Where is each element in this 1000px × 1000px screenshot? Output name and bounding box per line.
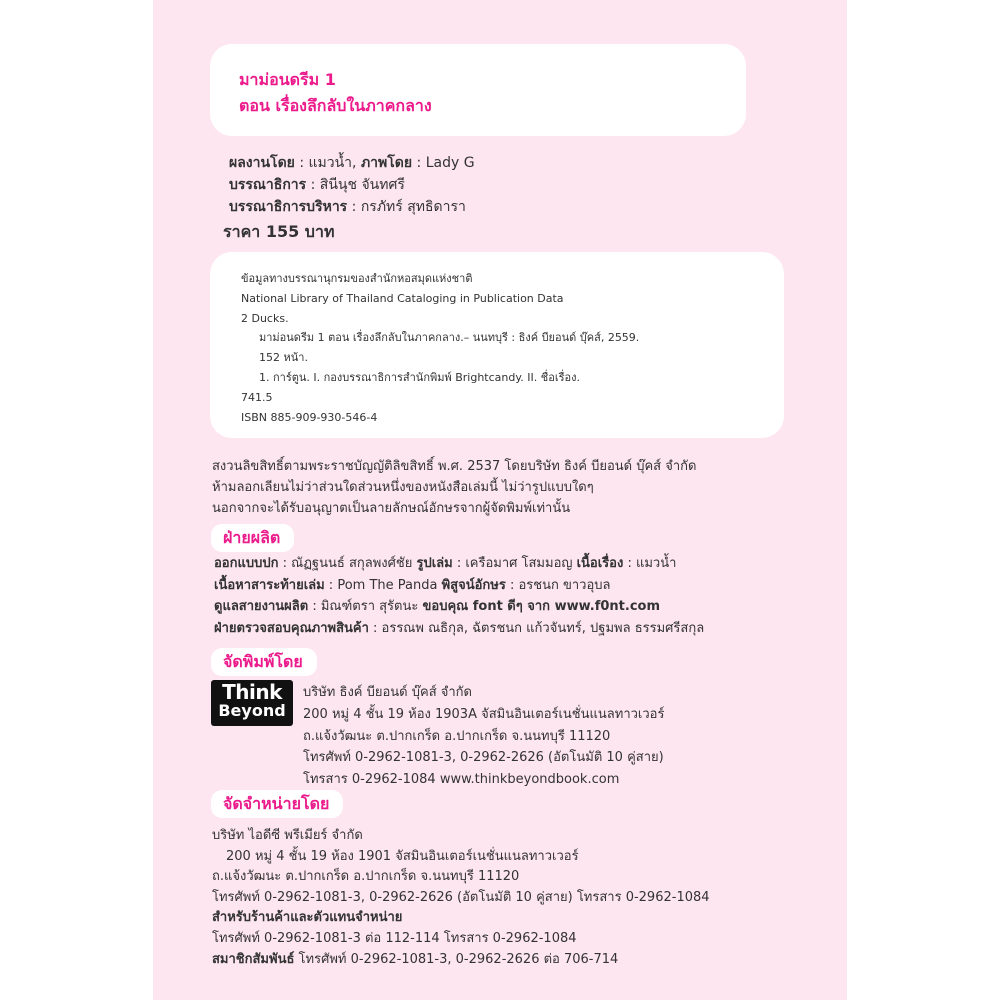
cip-card xyxy=(210,252,784,438)
credit-editor: : สินีนุช จันทศรี xyxy=(306,177,405,193)
copyright-line: สงวนลิขสิทธิ์ตามพระราชบัญญัติลิขสิทธิ์ พ.ศ. 2537 โดยบริษัท ธิงค์ บียอนด์ บุ๊คส์ จำกัด xyxy=(212,459,697,474)
appendix-label: เนื้อหาสาระท้ายเล่ม xyxy=(214,577,325,593)
distributor-address: 200 หมู่ 4 ชั้น 19 ห้อง 1901 จัสมินอินเตอร์เนชั่นแนลทาวเวอร์ xyxy=(226,848,579,864)
cip-data xyxy=(241,269,639,427)
copyright-line: นอกจากจะได้รับอนุญาตเป็นลายลักษณ์อักษรจากผู้จัดพิมพ์เท่านั้น xyxy=(212,501,571,516)
credit-editor-row xyxy=(229,174,475,196)
title-card xyxy=(210,44,746,136)
layout-designer: : เครือมาศ โสมมอญ xyxy=(452,556,577,571)
member-row xyxy=(212,950,710,971)
proofreader: : อรชนก ขาวอุบล xyxy=(505,577,611,593)
publisher-heading: จัดพิมพ์โดย xyxy=(211,648,317,676)
cip-subjects: 1. การ์ตูน. I. กองบรรณาธิการสำนักพิมพ์ Brightcandy. II. ชื่อเรื่อง. xyxy=(259,370,580,384)
proof-label: พิสูจน์อักษร xyxy=(441,577,506,593)
credit-exec-editor: : กรภัทร์ สุทธิดารา xyxy=(347,199,466,215)
distributor-info xyxy=(212,826,710,970)
publisher-phone: โทรศัพท์ 0-2962-1081-3, 0-2962-2626 (อัตโนมัติ 10 คู่สาย) xyxy=(303,750,664,766)
colophon-page xyxy=(153,0,847,1000)
book-title: มาม่อนดรีม 1 xyxy=(239,70,336,89)
credit-exec-editor-label: บรรณาธิการบริหาร xyxy=(229,199,348,215)
distributor-address: ถ.แจ้งวัฒนะ ต.ปากเกร็ด อ.ปากเกร็ด จ.นนทบุรี 11120 xyxy=(212,869,520,885)
supervisor: : มิณฑ์ตรา สุรัตนะ xyxy=(308,599,423,614)
credit-author-row xyxy=(229,152,475,174)
book-subtitle: ตอน เรื่องลึกลับในภาคกลาง xyxy=(239,96,432,115)
cover-designer: : ณัฏฐนนธ์ สกุลพงศ์ชัย xyxy=(278,556,417,571)
credit-illustrator-label: ภาพโดย xyxy=(360,155,413,171)
publisher-info xyxy=(303,682,664,791)
production-heading: ฝ่ายผลิต xyxy=(211,524,294,552)
appendix-author: : Pom The Panda xyxy=(324,577,442,593)
credit-exec-editor-row xyxy=(229,196,475,218)
cip-isbn: ISBN 885-909-930-546-4 xyxy=(241,410,378,424)
credits-block xyxy=(229,152,475,218)
cip-author: 2 Ducks. xyxy=(241,311,289,325)
cover-label: ออกแบบปก xyxy=(214,556,279,571)
qc-label: ฝ่ายตรวจสอบคุณภาพสินค้า xyxy=(214,620,369,636)
production-row xyxy=(214,575,704,597)
layout-label: รูปเล่ม xyxy=(416,556,453,571)
logo-line-beyond: Beyond xyxy=(218,701,286,720)
distributor-phone: โทรศัพท์ 0-2962-1081-3, 0-2962-2626 (อัตโนมัติ 10 คู่สาย) โทรสาร 0-2962-1084 xyxy=(212,889,710,905)
story-author: : แมวน้ำ xyxy=(623,556,677,571)
member-label: สมาชิกสัมพันธ์ xyxy=(212,951,295,967)
retail-phone: โทรศัพท์ 0-2962-1081-3 ต่อ 112-114 โทรสาร 0-2962-1084 xyxy=(212,930,577,946)
publisher-address: 200 หมู่ 4 ชั้น 19 ห้อง 1903A จัสมินอินเตอร์เนชั่นแนลทาวเวอร์ xyxy=(303,706,665,722)
copyright-line: ห้ามลอกเลียนไม่ว่าส่วนใดส่วนหนึ่งของหนังสือเล่มนี้ ไม่ว่ารูปแบบใดๆ xyxy=(212,480,594,495)
cip-entry: มาม่อนดรีม 1 ตอน เรื่องลึกลับในภาคกลาง.– นนทบุรี : ธิงค์ บียอนด์ บุ๊คส์, 2559. xyxy=(259,331,640,345)
cip-heading-th: ข้อมูลทางบรรณานุกรมของสำนักหอสมุดแห่งชาติ xyxy=(241,272,473,285)
copyright-notice xyxy=(212,456,696,519)
price: ราคา 155 บาท xyxy=(223,222,335,241)
cip-pages: 152 หน้า. xyxy=(259,351,308,365)
credit-author-label: ผลงานโดย xyxy=(229,155,295,171)
publisher-name: บริษัท ธิงค์ บียอนด์ บุ๊คส์ จำกัด xyxy=(303,685,472,700)
production-row xyxy=(214,596,704,618)
production-row xyxy=(214,553,704,575)
publisher-fax-web: โทรสาร 0-2962-1084 www.thinkbeyondbook.com xyxy=(303,772,620,788)
supervisor-label: ดูแลสายงานผลิต xyxy=(214,599,309,614)
credit-editor-label: บรรณาธิการ xyxy=(229,177,307,193)
cip-heading-en: National Library of Thailand Cataloging in Publication Data xyxy=(241,291,564,305)
member-phone: โทรศัพท์ 0-2962-1081-3, 0-2962-2626 ต่อ 706-714 xyxy=(294,951,619,967)
qc-team: : อรรณพ ณธิกุล, ฉัตรชนก แก้วจันทร์, ปฐมพล ธรรมศรีสกุล xyxy=(368,620,705,636)
production-row xyxy=(214,618,704,640)
font-thanks: ขอบคุณ font ดีๆ จาก www.f0nt.com xyxy=(422,599,661,614)
think-beyond-logo xyxy=(211,680,293,726)
cip-classification: 741.5 xyxy=(241,390,273,404)
retail-label: สำหรับร้านค้าและตัวแทนจำหน่าย xyxy=(212,910,403,926)
publisher-address: ถ.แจ้งวัฒนะ ต.ปากเกร็ด อ.ปากเกร็ด จ.นนทบุรี 11120 xyxy=(303,728,611,744)
credit-illustrator: : Lady G xyxy=(412,155,475,171)
logo-line-think: Think xyxy=(222,680,282,704)
distributor-heading: จัดจำหน่ายโดย xyxy=(211,790,343,818)
credit-author: : แมวน้ำ, xyxy=(294,155,361,171)
production-block xyxy=(214,553,704,639)
distributor-name: บริษัท ไอดีซี พรีเมียร์ จำกัด xyxy=(212,828,363,843)
story-label: เนื้อเรื่อง xyxy=(576,556,624,571)
